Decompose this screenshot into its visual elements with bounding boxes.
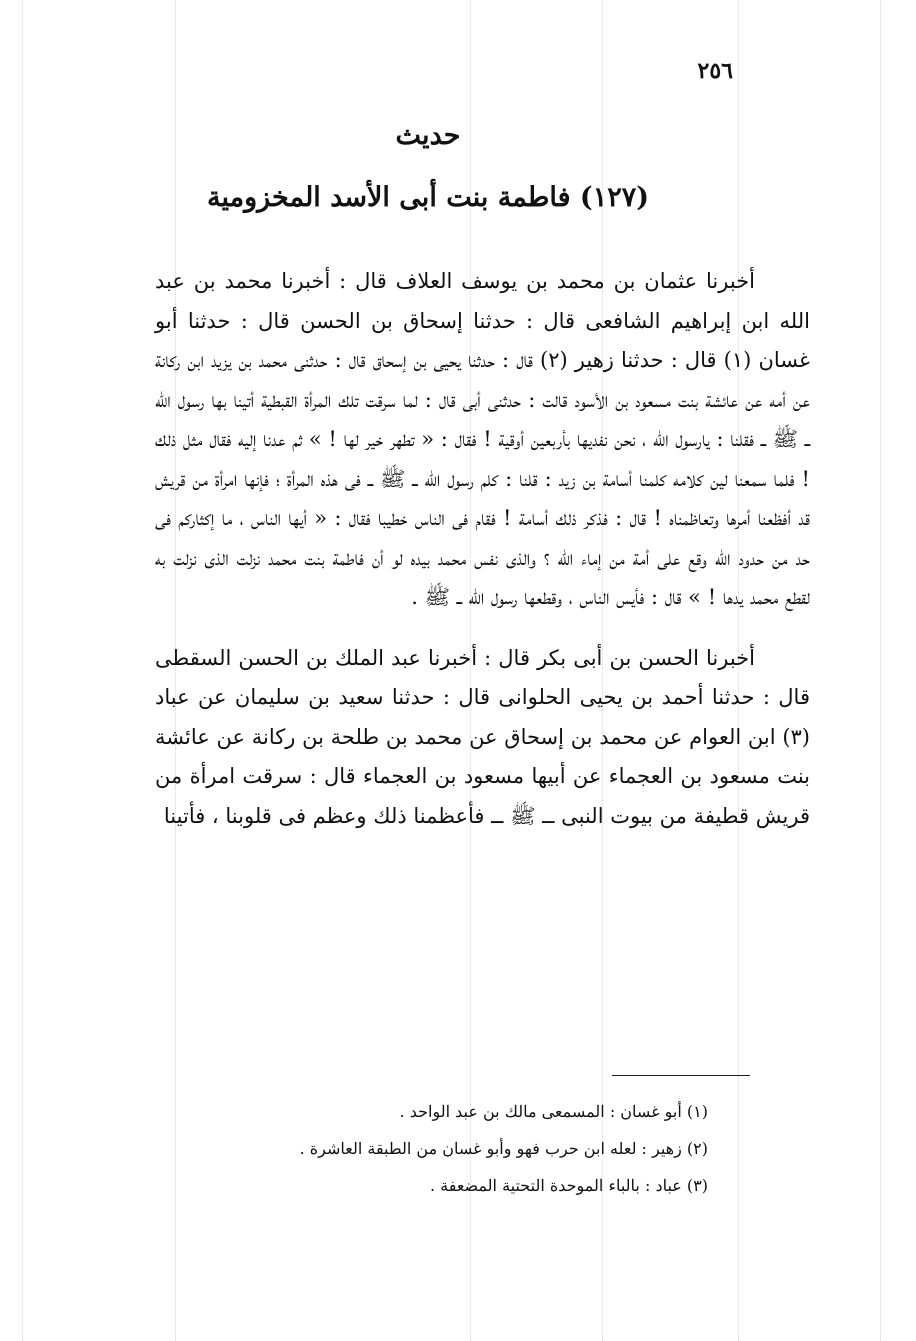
scan-guide-line [880, 0, 881, 1341]
paragraph: أخبرنا الحسن بن أبى بكر قال : أخبرنا عبد الملك بن الحسن السقطى قال : حدثنا أحمد بن يحيى الحلوانى قال : حدثنا سعيد بن سليمان عن عباد (٣) ابن العوام عن محمد بن إسحاق عن محمد بن طلحة بن ركانة عن عائشة بنت مسعود بن العجماء عن أبيها مسعود بن العجماء قال : سرقت امرأة من قريش قطيفة من بيوت النبى ــ ﷺ ــ فأعظمنا ذلك وعظم فى قلوبنا ، فأتينا [155, 645, 810, 828]
footnote: (٣) عباد : بالباء الموحدة التحتية المضعفة . [429, 1176, 708, 1195]
footnote-divider [612, 1075, 750, 1076]
footnote: (٢) زهير : لعله ابن حرب فهو وأبو غسان من الطبقة العاشرة . [299, 1139, 708, 1158]
page-number: ٢٥٦ [697, 58, 733, 84]
footnotes [108, 1100, 708, 1211]
footnote: (١) أبو غسان : المسمعى مالك بن عبد الواحد . [399, 1102, 708, 1121]
main-text [155, 262, 810, 836]
hadith-title: (١٢٧) فاطمة بنت أبى الأسد المخزومية [207, 182, 649, 213]
section-heading: حديث [395, 120, 461, 151]
paragraph: أخبرنا عثمان بن محمد بن يوسف العلاف قال : أخبرنا محمد بن عبد الله ابن إبراهيم الشافعى قال : حدثنا إسحاق بن الحسن قال : حدثنا أبو غسان (١) قال : حدثنا زهير (٢) قال : حدثنا يحيى بن إسحاق قال : حدثنى محمد بن يزيد ابن ركانة عن أمه عن عائشة بنت مسعود بن الأسود قالت : حدثنى أبى قال : لما سرقت تلك المرأة القبطية أتينا بها رسول الله ــ ﷺ ــ فقلنا : يارسول الله ، نحن نفديها بأربعين أوقية ! فقال : « تطهر خير لها ! » ثم عدنا إليه فقال مثل ذلك ! فلما سمعنا لين كلامه كلمنا أسامة بن زيد : قلنا : كلم رسول الله ــ ﷺ ــ فى هذه المرأة ؛ فإنها امرأة من قريش قد أفظعنا أمرها وتعاظمناه ! قال : فذكر ذلك أسامة ! فقام فى الناس خطيبا فقال : « أيها الناس ، ما إكثاركم فى حد من حدود الله وقع على أمة من إماء الله ؟ والذى نفس محمد بيده لو أن فاطمة بنت محمد نزلت الذى نزلت به لقطع محمد يدها ! » قال : فأيس الناس ، وقطعها رسول الله ــ ﷺ . [155, 269, 811, 609]
